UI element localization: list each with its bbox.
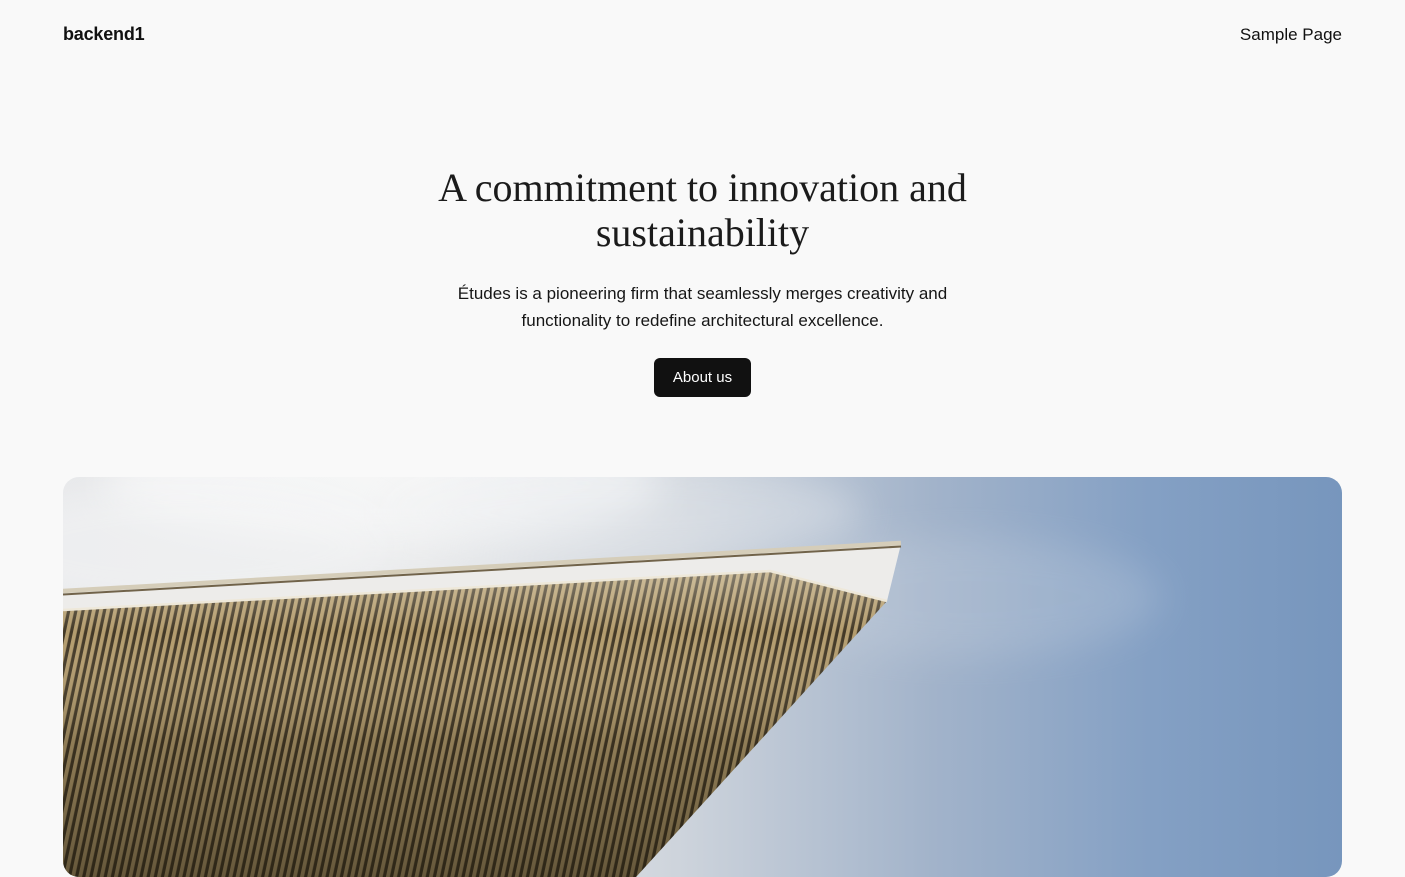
hero-description: Études is a pioneering firm that seamlessly merges creativity and functionality to redefine architectural excellence.	[457, 284, 948, 330]
building-exterior-photo	[63, 477, 1342, 877]
site-title-link[interactable]: backend1	[63, 24, 145, 44]
hero-button-row	[0, 358, 1405, 397]
hero-heading: A commitment to innovation and sustainability	[438, 165, 967, 256]
primary-nav	[1240, 25, 1342, 45]
about-us-button[interactable]: About us	[654, 358, 751, 397]
site-header	[0, 0, 1405, 45]
nav-link-sample-page[interactable]: Sample Page	[1239, 24, 1342, 44]
hero-section	[0, 165, 1405, 397]
hero-image	[63, 477, 1342, 877]
main-content	[0, 165, 1405, 877]
